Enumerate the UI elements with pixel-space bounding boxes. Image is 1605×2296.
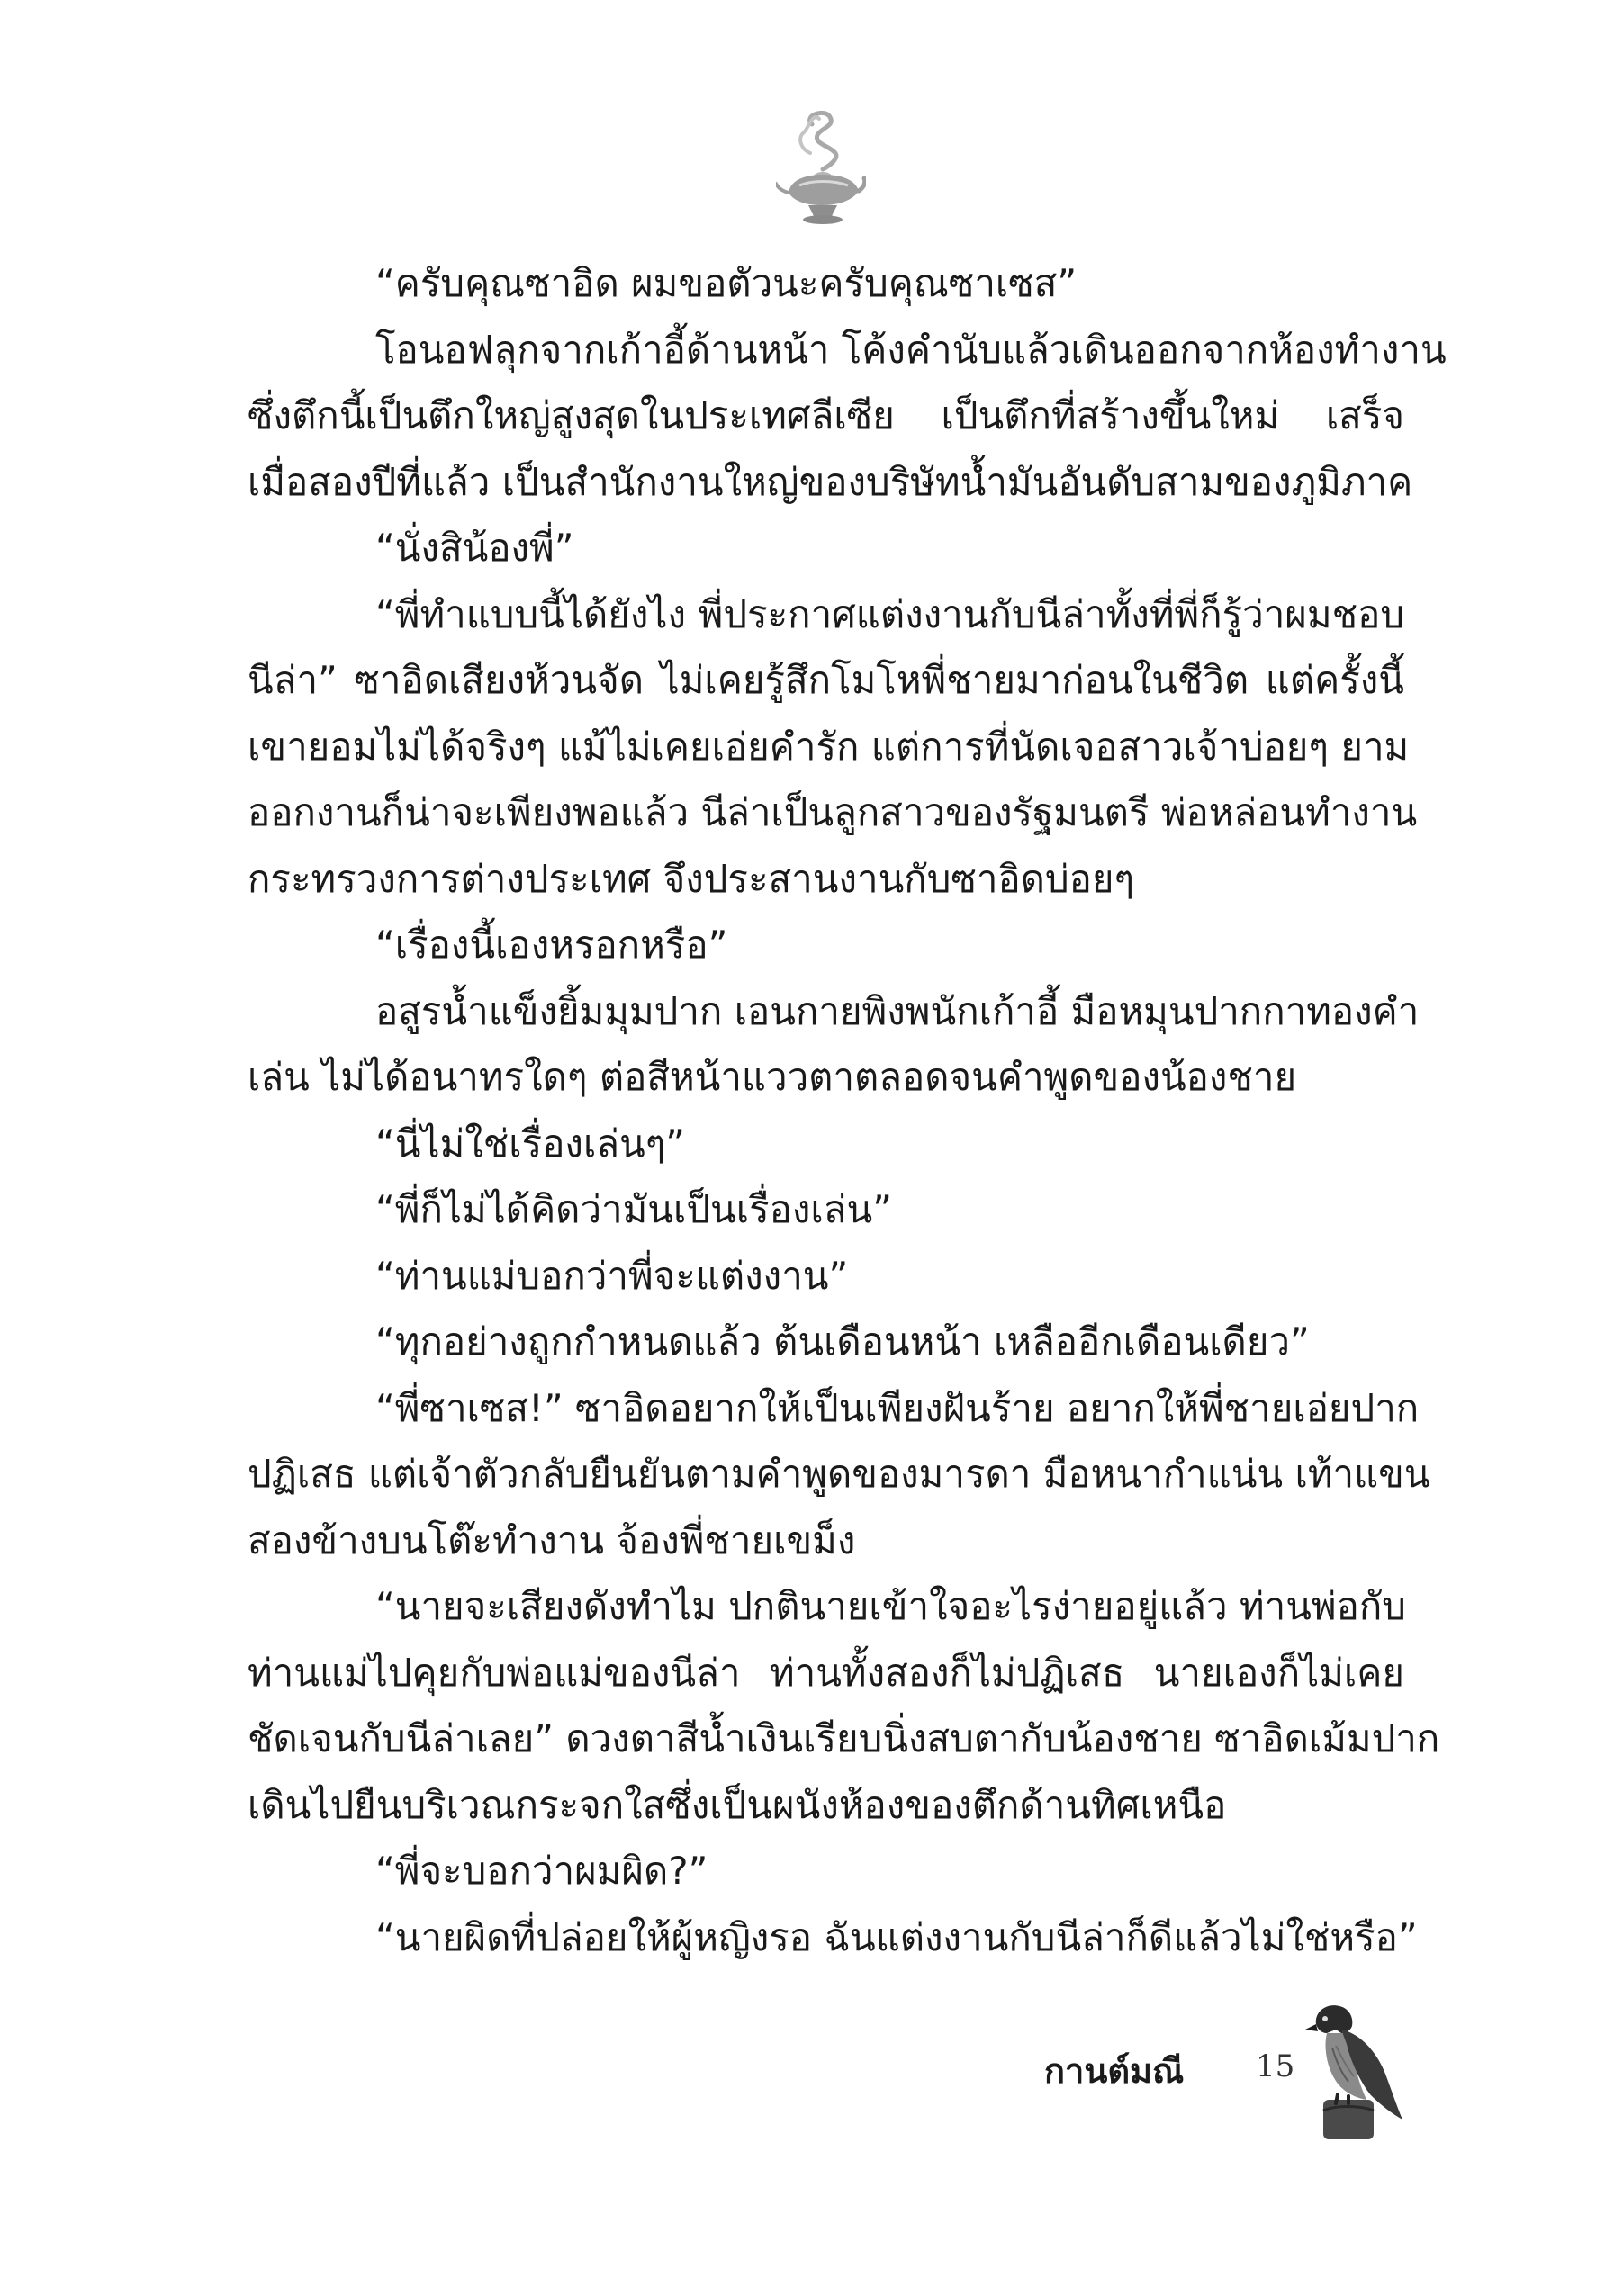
text-line: “นั่งสิน้องพี่”: [375, 526, 574, 570]
text-line: “ท่านแม่บอกว่าพี่จะแต่งงาน”: [375, 1253, 849, 1298]
text-line: โอนอฟลุกจากเก้าอี้ด้านหน้า โค้งคำนับแล้วเดินออกจากห้องทำงาน: [375, 327, 1447, 372]
text-line: กระทรวงการต่างประเทศ จึงประสานงานกับซาอิดบ่อยๆ: [248, 856, 1135, 901]
page-number: 15: [1256, 2048, 1295, 2084]
text-line: “พี่ก็ไม่ได้คิดว่ามันเป็นเรื่องเล่น”: [375, 1187, 892, 1231]
text-line: เมื่อสองปีที่แล้ว เป็นสำนักงานใหญ่ของบริษัทน้ำมันอันดับสามของภูมิภาค: [248, 459, 1413, 504]
genie-lamp-icon: [776, 106, 866, 241]
text-line: ซึ่งตึกนี้เป็นตึกใหญ่สูงสุดในประเทศลีเซีย เป็นตึกที่สร้างขึ้นใหม่ เสร็จ: [248, 393, 1404, 437]
text-line: “ครับคุณซาอิด ผมขอตัวนะครับคุณซาเซส”: [375, 261, 1078, 305]
text-line: เดินไปยืนบริเวณกระจกใสซึ่งเป็นผนังห้องของตึกด้านทิศเหนือ: [248, 1782, 1227, 1827]
text-line: “พี่ทำแบบนี้ได้ยังไง พี่ประกาศแต่งงานกับนีล่าทั้งที่พี่ก็รู้ว่าผมชอบ: [375, 591, 1404, 636]
text-line: ท่านแม่ไปคุยกับพ่อแม่ของนีล่า ท่านทั้งสองก็ไม่ปฏิเสธ นายเองก็ไม่เคย: [248, 1650, 1404, 1695]
text-line: เขายอมไม่ได้จริงๆ แม้ไม่เคยเอ่ยคำรัก แต่การที่นัดเจอสาวเจ้าบ่อยๆ ยาม: [248, 724, 1410, 769]
text-line: “นายผิดที่ปล่อยให้ผู้หญิงรอ ฉันแต่งงานกับนีล่าก็ดีแล้วไม่ใช่หรือ”: [375, 1914, 1418, 1959]
text-line: ปฏิเสธ แต่เจ้าตัวกลับยืนยันตามคำพูดของมารดา มือหนากำแน่น เท้าแขน: [248, 1452, 1430, 1496]
text-line: “นี่ไม่ใช่เรื่องเล่นๆ”: [375, 1121, 686, 1166]
text-line: อสูรน้ำแข็งยิ้มมุมปาก เอนกายพิงพนักเก้าอี้ มือหมุนปากกาทองคำ: [375, 988, 1420, 1033]
body-text: [248, 250, 1447, 1970]
text-line: “ทุกอย่างถูกกำหนดแล้ว ต้นเดือนหน้า เหลืออีกเดือนเดียว”: [375, 1319, 1310, 1364]
text-line: สองข้างบนโต๊ะทำงาน จ้องพี่ชายเขม็ง: [248, 1517, 856, 1562]
text-line: “พี่จะบอกว่าผมผิด?”: [375, 1849, 708, 1893]
footer-author: กานต์มณี: [1044, 2051, 1185, 2091]
text-line: ออกงานก็น่าจะเพียงพอแล้ว นีล่าเป็นลูกสาวของรัฐมนตรี พ่อหล่อนทำงาน: [248, 790, 1418, 834]
text-line: ชัดเจนกับนีล่าเลย” ดวงตาสีน้ำเงินเรียบนิ่งสบตากับน้องชาย ซาอิดเม้มปาก: [248, 1716, 1440, 1760]
text-line: “เรื่องนี้เองหรอกหรือ”: [375, 923, 728, 967]
text-line: “พี่ซาเซส!” ซาอิดอยากให้เป็นเพียงฝันร้าย อยากให้พี่ชายเอ่ยปาก: [375, 1385, 1420, 1430]
text-line: เล่น ไม่ได้อนาทรใดๆ ต่อสีหน้าแววตาตลอดจนคำพูดของน้องชาย: [248, 1055, 1297, 1099]
text-line: นีล่า” ซาอิดเสียงห้วนจัด ไม่เคยรู้สึกโมโหพี่ชายมาก่อนในชีวิต แต่ครั้งนี้: [248, 658, 1404, 702]
text-line: “นายจะเสียงดังทำไม ปกตินายเข้าใจอะไรง่ายอยู่แล้ว ท่านพ่อกับ: [375, 1584, 1406, 1628]
falcon-icon: [1296, 1994, 1404, 2142]
